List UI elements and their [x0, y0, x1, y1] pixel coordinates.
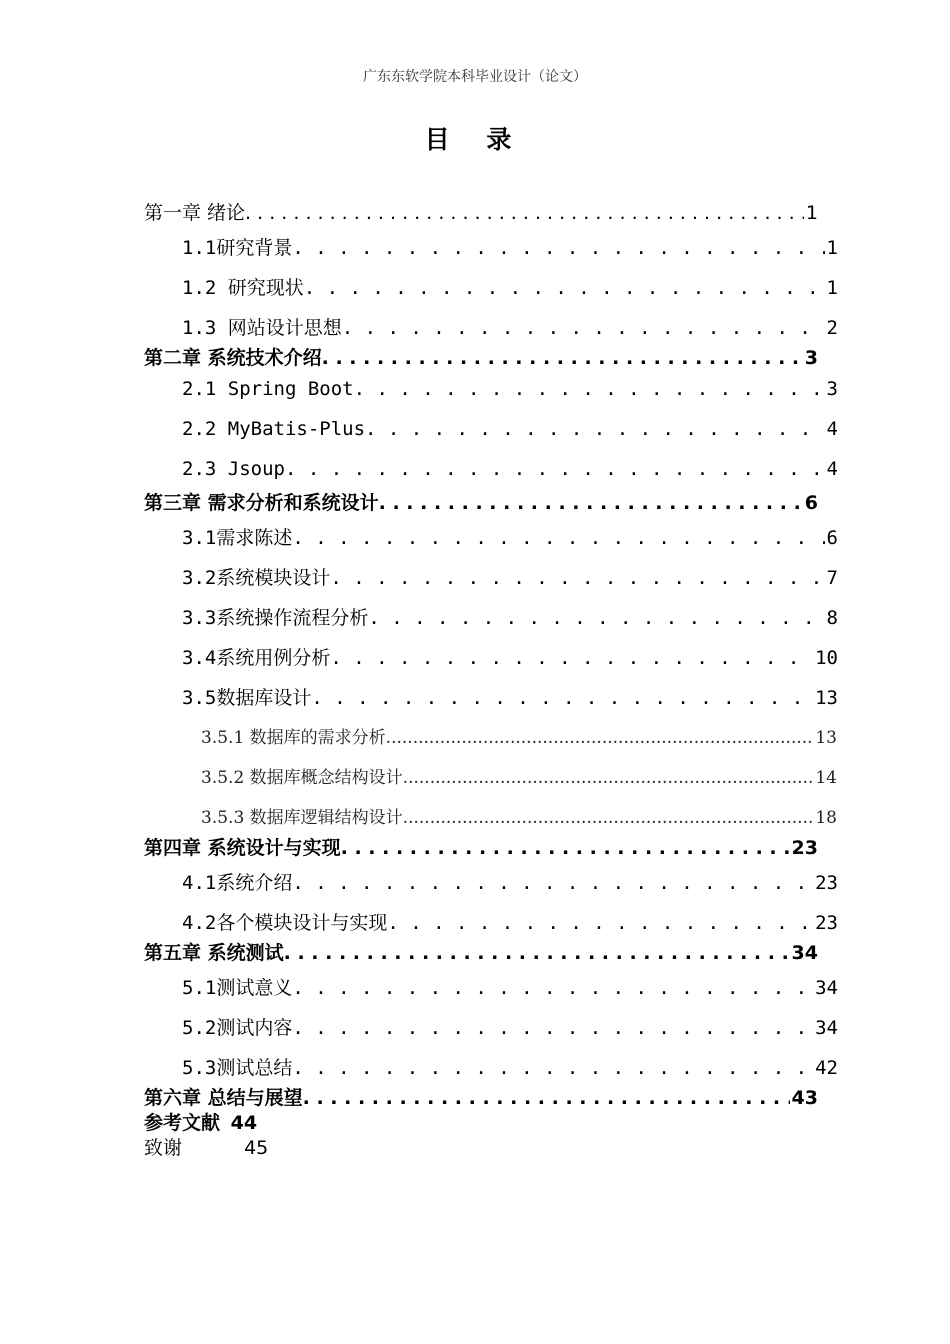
toc-entry-label: 4.2各个模块设计与实现	[182, 912, 388, 934]
toc-entry-page: 13	[815, 728, 837, 748]
leader-dots	[387, 912, 813, 934]
toc-entry-page: 43	[791, 1087, 818, 1109]
toc-entry-label: 3.5数据库设计	[182, 687, 312, 709]
toc-entry[interactable]	[182, 908, 838, 935]
leader-dots	[403, 808, 814, 828]
page-header: 广东东软学院本科毕业设计（论文）	[363, 69, 587, 85]
toc-entry[interactable]	[144, 1083, 818, 1110]
toc-entry-label: 1.3 网站设计思想	[182, 317, 342, 339]
leader-dots	[303, 1087, 790, 1109]
leader-dots	[322, 347, 803, 369]
toc-entry-page: 13	[815, 687, 838, 709]
toc-entry[interactable]	[182, 418, 838, 440]
toc-entry-page: 44	[230, 1112, 258, 1134]
leader-dots	[341, 837, 790, 859]
toc-entry[interactable]	[144, 343, 818, 370]
toc-title: 目 录	[424, 125, 526, 154]
toc-entry[interactable]	[182, 1013, 838, 1040]
toc-entry[interactable]	[182, 973, 838, 1000]
toc-entry-page: 42	[815, 1057, 838, 1079]
toc-entry-page: 10	[815, 647, 838, 669]
leader-dots	[245, 202, 804, 224]
toc-entry-references[interactable]	[144, 1108, 257, 1135]
toc-entry[interactable]	[182, 1053, 838, 1080]
leader-dots	[365, 418, 825, 440]
toc-entry[interactable]	[182, 868, 838, 895]
toc-entry[interactable]	[182, 273, 838, 300]
toc-entry-page: 8	[826, 607, 838, 629]
toc-entry[interactable]	[144, 938, 818, 965]
toc-entry-label: 致谢	[144, 1137, 183, 1159]
leader-dots	[285, 458, 825, 480]
leader-dots	[368, 607, 824, 629]
toc-entry-page: 45	[244, 1137, 269, 1159]
leader-dots	[292, 872, 813, 894]
toc-entry-label: 3.1需求陈述	[182, 527, 293, 549]
toc-entry-label: 3.4系统用例分析	[182, 647, 331, 669]
leader-dots	[354, 378, 825, 400]
toc-entry-label: 参考文献	[144, 1112, 221, 1134]
leader-dots	[330, 567, 824, 589]
toc-entry-label: 3.3系统操作流程分析	[182, 607, 369, 629]
toc-entry[interactable]	[182, 523, 838, 550]
toc-entry-label: 3.5.3 数据库逻辑结构设计	[201, 808, 403, 828]
toc-entry-page: 6	[804, 492, 818, 514]
toc-entry-page: 4	[826, 418, 838, 440]
leader-dots	[284, 942, 790, 964]
toc-entry-label: 2.2 MyBatis-Plus	[182, 418, 366, 440]
toc-entry[interactable]	[201, 763, 837, 788]
toc-entry[interactable]	[182, 563, 838, 590]
leader-dots	[403, 768, 814, 788]
toc-entry[interactable]	[182, 683, 838, 710]
toc-entry-label: 第六章 总结与展望	[144, 1087, 303, 1109]
toc-entry-page: 14	[815, 768, 837, 788]
toc-entry-label: 第五章 系统测试	[144, 942, 284, 964]
toc-entry-thanks[interactable]	[144, 1133, 268, 1160]
toc-entry-label: 4.1系统介绍	[182, 872, 293, 894]
toc-entry-page: 2	[826, 317, 838, 339]
leader-dots	[292, 1017, 813, 1039]
toc-entry-label: 5.1测试意义	[182, 977, 293, 999]
toc-entry-label: 第一章 绪论	[144, 202, 246, 224]
toc-entry-page: 6	[826, 527, 838, 549]
toc-entry-label: 1.2 研究现状	[182, 277, 304, 299]
leader-dots	[311, 687, 813, 709]
leader-dots	[379, 492, 803, 514]
toc-entry[interactable]	[144, 488, 818, 515]
toc-entry-page: 23	[815, 912, 838, 934]
leader-dots	[304, 277, 825, 299]
toc-entry-label: 5.3测试总结	[182, 1057, 293, 1079]
toc-entry-label: 3.5.2 数据库概念结构设计	[201, 768, 403, 788]
toc-entry-label: 第三章 需求分析和系统设计	[144, 492, 379, 514]
toc-entry[interactable]	[182, 313, 838, 340]
toc-entry-label: 2.1 Spring Boot	[182, 378, 354, 400]
toc-entry-label: 第二章 系统技术介绍	[144, 347, 322, 369]
toc-entry-page: 3	[804, 347, 818, 369]
toc-entry[interactable]	[182, 233, 838, 260]
toc-entry-label: 1.1研究背景	[182, 237, 293, 259]
toc-entry[interactable]	[201, 803, 837, 828]
toc-entry[interactable]	[144, 833, 818, 860]
toc-entry-label: 第四章 系统设计与实现	[144, 837, 341, 859]
toc-entry[interactable]	[144, 198, 818, 225]
toc-entry-page: 18	[815, 808, 837, 828]
toc-entry-page: 1	[826, 237, 838, 259]
leader-dots	[292, 237, 824, 259]
toc-entry-page: 1	[826, 277, 838, 299]
leader-dots	[342, 317, 825, 339]
toc-entry-page: 34	[791, 942, 818, 964]
toc-entry-page: 34	[815, 977, 838, 999]
toc-entry-page: 1	[805, 202, 818, 224]
toc-entry-page: 23	[791, 837, 818, 859]
toc-entry-page: 34	[815, 1017, 838, 1039]
toc-entry-page: 23	[815, 872, 838, 894]
toc-entry-label: 2.3 Jsoup	[182, 458, 285, 480]
toc-entry-label: 3.2系统模块设计	[182, 567, 331, 589]
toc-entry-label: 3.5.1 数据库的需求分析	[201, 728, 386, 748]
leader-dots	[292, 977, 813, 999]
toc-entry-label: 5.2测试内容	[182, 1017, 293, 1039]
toc-entry[interactable]	[201, 723, 837, 748]
leader-dots	[330, 647, 813, 669]
toc-entry[interactable]	[182, 603, 838, 630]
toc-entry-page: 4	[826, 458, 838, 480]
leader-dots	[292, 527, 824, 549]
toc-entry-page: 3	[826, 378, 838, 400]
toc-entry[interactable]	[182, 378, 838, 400]
toc-entry[interactable]	[182, 643, 838, 670]
toc-entry[interactable]	[182, 458, 838, 480]
leader-dots	[292, 1057, 813, 1079]
toc-entry-page: 7	[826, 567, 838, 589]
leader-dots	[386, 728, 814, 748]
